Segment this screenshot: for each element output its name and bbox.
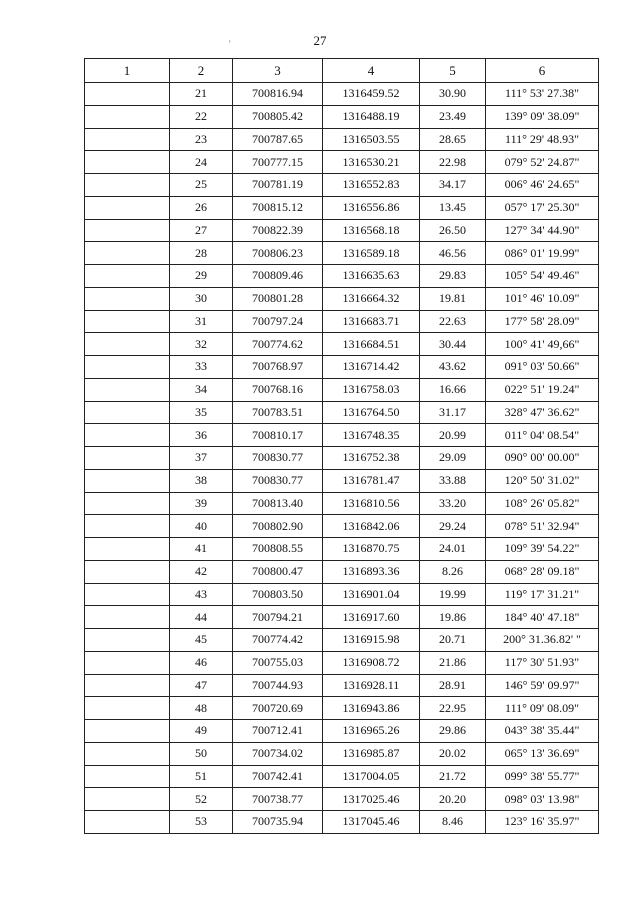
- table-row: [85, 697, 599, 720]
- x-coordinate-cell: 700768.97: [233, 356, 323, 379]
- column-header-3: 3: [233, 59, 323, 83]
- distance-cell: 31.17: [420, 401, 486, 424]
- x-coordinate-cell: 700810.17: [233, 424, 323, 447]
- section-cell: [85, 742, 170, 765]
- bearing-cell: 105° 54' 49.46": [486, 265, 599, 288]
- distance-cell: 19.81: [420, 287, 486, 310]
- y-coordinate-cell: 1316589.18: [323, 242, 420, 265]
- bearing-cell: 100° 41' 49,66": [486, 333, 599, 356]
- point-number-cell: 52: [170, 788, 233, 811]
- distance-cell: 24.01: [420, 538, 486, 561]
- distance-cell: 8.26: [420, 560, 486, 583]
- bearing-cell: 079° 52' 24.87": [486, 151, 599, 174]
- y-coordinate-cell: 1316530.21: [323, 151, 420, 174]
- bearing-cell: 090° 00' 00.00": [486, 447, 599, 470]
- bearing-cell: 065° 13' 36.69": [486, 742, 599, 765]
- point-number-cell: 36: [170, 424, 233, 447]
- distance-cell: 22.63: [420, 310, 486, 333]
- table-row: [85, 174, 599, 197]
- section-cell: [85, 378, 170, 401]
- distance-cell: 34.17: [420, 174, 486, 197]
- section-cell: [85, 492, 170, 515]
- table-row: [85, 424, 599, 447]
- table-row: [85, 447, 599, 470]
- y-coordinate-cell: 1316965.26: [323, 720, 420, 743]
- distance-cell: 22.98: [420, 151, 486, 174]
- point-number-cell: 44: [170, 606, 233, 629]
- section-cell: [85, 424, 170, 447]
- distance-cell: 19.99: [420, 583, 486, 606]
- table-row: [85, 356, 599, 379]
- distance-cell: 28.65: [420, 128, 486, 151]
- table-row: [85, 333, 599, 356]
- section-cell: [85, 811, 170, 834]
- point-number-cell: 37: [170, 447, 233, 470]
- table-row: [85, 105, 599, 128]
- y-coordinate-cell: 1316568.18: [323, 219, 420, 242]
- section-cell: [85, 105, 170, 128]
- bearing-cell: 108° 26' 05.82": [486, 492, 599, 515]
- page-number: 27: [313, 33, 327, 48]
- table-row: [85, 401, 599, 424]
- x-coordinate-cell: 700742.41: [233, 765, 323, 788]
- y-coordinate-cell: 1316870.75: [323, 538, 420, 561]
- bearing-cell: 091° 03' 50.66": [486, 356, 599, 379]
- x-coordinate-cell: 700816.94: [233, 83, 323, 106]
- x-coordinate-cell: 700808.55: [233, 538, 323, 561]
- y-coordinate-cell: 1316908.72: [323, 651, 420, 674]
- y-coordinate-cell: 1316810.56: [323, 492, 420, 515]
- table-row: [85, 560, 599, 583]
- point-number-cell: 28: [170, 242, 233, 265]
- header-row: [85, 59, 599, 83]
- point-number-cell: 31: [170, 310, 233, 333]
- stray-mark: ': [229, 39, 231, 49]
- table-row: [85, 83, 599, 106]
- bearing-cell: 117° 30' 51.93": [486, 651, 599, 674]
- bearing-cell: 078° 51' 32.94": [486, 515, 599, 538]
- y-coordinate-cell: 1316842.06: [323, 515, 420, 538]
- section-cell: [85, 697, 170, 720]
- x-coordinate-cell: 700783.51: [233, 401, 323, 424]
- x-coordinate-cell: 700774.42: [233, 629, 323, 652]
- section-cell: [85, 629, 170, 652]
- point-number-cell: 33: [170, 356, 233, 379]
- distance-cell: 33.20: [420, 492, 486, 515]
- x-coordinate-cell: 700803.50: [233, 583, 323, 606]
- bearing-cell: 200° 31.36.82' ": [486, 629, 599, 652]
- bearing-cell: 146° 59' 09.97": [486, 674, 599, 697]
- x-coordinate-cell: 700801.28: [233, 287, 323, 310]
- x-coordinate-cell: 700830.77: [233, 447, 323, 470]
- table-row: [85, 310, 599, 333]
- y-coordinate-cell: 1316552.83: [323, 174, 420, 197]
- section-cell: [85, 788, 170, 811]
- bearing-cell: 101° 46' 10.09": [486, 287, 599, 310]
- section-cell: [85, 83, 170, 106]
- point-number-cell: 26: [170, 196, 233, 219]
- distance-cell: 20.99: [420, 424, 486, 447]
- table-row: [85, 469, 599, 492]
- point-number-cell: 29: [170, 265, 233, 288]
- section-cell: [85, 401, 170, 424]
- y-coordinate-cell: 1316917.60: [323, 606, 420, 629]
- y-coordinate-cell: 1317004.05: [323, 765, 420, 788]
- y-coordinate-cell: 1316901.04: [323, 583, 420, 606]
- section-cell: [85, 310, 170, 333]
- point-number-cell: 41: [170, 538, 233, 561]
- section-cell: [85, 583, 170, 606]
- y-coordinate-cell: 1316928.11: [323, 674, 420, 697]
- section-cell: [85, 765, 170, 788]
- y-coordinate-cell: 1317045.46: [323, 811, 420, 834]
- section-cell: [85, 651, 170, 674]
- point-number-cell: 53: [170, 811, 233, 834]
- point-number-cell: 22: [170, 105, 233, 128]
- bearing-cell: 123° 16' 35.97": [486, 811, 599, 834]
- section-cell: [85, 674, 170, 697]
- column-header-2: 2: [170, 59, 233, 83]
- table-row: [85, 378, 599, 401]
- y-coordinate-cell: 1316714.42: [323, 356, 420, 379]
- point-number-cell: 40: [170, 515, 233, 538]
- distance-cell: 8.46: [420, 811, 486, 834]
- table-row: [85, 811, 599, 834]
- table-row: [85, 128, 599, 151]
- section-cell: [85, 560, 170, 583]
- point-number-cell: 51: [170, 765, 233, 788]
- y-coordinate-cell: 1316893.36: [323, 560, 420, 583]
- point-number-cell: 42: [170, 560, 233, 583]
- table-row: [85, 538, 599, 561]
- point-number-cell: 45: [170, 629, 233, 652]
- point-number-cell: 47: [170, 674, 233, 697]
- distance-cell: 20.20: [420, 788, 486, 811]
- table-row: [85, 651, 599, 674]
- column-header-4: 4: [323, 59, 420, 83]
- y-coordinate-cell: 1316781.47: [323, 469, 420, 492]
- x-coordinate-cell: 700813.40: [233, 492, 323, 515]
- point-number-cell: 21: [170, 83, 233, 106]
- y-coordinate-cell: 1316915.98: [323, 629, 420, 652]
- distance-cell: 46.56: [420, 242, 486, 265]
- table-row: [85, 742, 599, 765]
- distance-cell: 28.91: [420, 674, 486, 697]
- bearing-cell: 068° 28' 09.18": [486, 560, 599, 583]
- distance-cell: 16.66: [420, 378, 486, 401]
- distance-cell: 43.62: [420, 356, 486, 379]
- bearing-cell: 011° 04' 08.54": [486, 424, 599, 447]
- x-coordinate-cell: 700734.02: [233, 742, 323, 765]
- distance-cell: 22.95: [420, 697, 486, 720]
- bearing-cell: 022° 51' 19.24": [486, 378, 599, 401]
- y-coordinate-cell: 1316556.86: [323, 196, 420, 219]
- bearing-cell: 109° 39' 54.22": [486, 538, 599, 561]
- x-coordinate-cell: 700738.77: [233, 788, 323, 811]
- point-number-cell: 24: [170, 151, 233, 174]
- table-row: [85, 151, 599, 174]
- table-row: [85, 196, 599, 219]
- section-cell: [85, 128, 170, 151]
- distance-cell: 29.24: [420, 515, 486, 538]
- distance-cell: 19.86: [420, 606, 486, 629]
- section-cell: [85, 356, 170, 379]
- x-coordinate-cell: 700800.47: [233, 560, 323, 583]
- x-coordinate-cell: 700735.94: [233, 811, 323, 834]
- section-cell: [85, 287, 170, 310]
- table-row: [85, 583, 599, 606]
- bearing-cell: 120° 50' 31.02": [486, 469, 599, 492]
- section-cell: [85, 242, 170, 265]
- y-coordinate-cell: 1316664.32: [323, 287, 420, 310]
- distance-cell: 29.86: [420, 720, 486, 743]
- bearing-cell: 111° 53' 27.38": [486, 83, 599, 106]
- point-number-cell: 25: [170, 174, 233, 197]
- bearing-cell: 119° 17' 31.21": [486, 583, 599, 606]
- x-coordinate-cell: 700822.39: [233, 219, 323, 242]
- x-coordinate-cell: 700805.42: [233, 105, 323, 128]
- point-number-cell: 49: [170, 720, 233, 743]
- y-coordinate-cell: 1316943.86: [323, 697, 420, 720]
- point-number-cell: 38: [170, 469, 233, 492]
- table-row: [85, 629, 599, 652]
- coordinates-table: [84, 58, 599, 834]
- point-number-cell: 39: [170, 492, 233, 515]
- distance-cell: 13.45: [420, 196, 486, 219]
- y-coordinate-cell: 1316683.71: [323, 310, 420, 333]
- section-cell: [85, 720, 170, 743]
- bearing-cell: 127° 34' 44.90": [486, 219, 599, 242]
- table-row: [85, 788, 599, 811]
- table-row: [85, 265, 599, 288]
- y-coordinate-cell: 1316459.52: [323, 83, 420, 106]
- bearing-cell: 098° 03' 13.98": [486, 788, 599, 811]
- bearing-cell: 111° 29' 48.93": [486, 128, 599, 151]
- distance-cell: 30.90: [420, 83, 486, 106]
- distance-cell: 21.86: [420, 651, 486, 674]
- x-coordinate-cell: 700781.19: [233, 174, 323, 197]
- y-coordinate-cell: 1316684.51: [323, 333, 420, 356]
- x-coordinate-cell: 700755.03: [233, 651, 323, 674]
- column-header-1: 1: [85, 59, 170, 83]
- table-row: [85, 765, 599, 788]
- bearing-cell: 328° 47' 36.62": [486, 401, 599, 424]
- bearing-cell: 099° 38' 55.77": [486, 765, 599, 788]
- x-coordinate-cell: 700720.69: [233, 697, 323, 720]
- bearing-cell: 177° 58' 28.09": [486, 310, 599, 333]
- bearing-cell: 006° 46' 24.65": [486, 174, 599, 197]
- x-coordinate-cell: 700768.16: [233, 378, 323, 401]
- x-coordinate-cell: 700802.90: [233, 515, 323, 538]
- y-coordinate-cell: 1316752.38: [323, 447, 420, 470]
- y-coordinate-cell: 1316488.19: [323, 105, 420, 128]
- point-number-cell: 30: [170, 287, 233, 310]
- distance-cell: 29.83: [420, 265, 486, 288]
- section-cell: [85, 469, 170, 492]
- x-coordinate-cell: 700777.15: [233, 151, 323, 174]
- distance-cell: 21.72: [420, 765, 486, 788]
- table-row: [85, 219, 599, 242]
- x-coordinate-cell: 700830.77: [233, 469, 323, 492]
- distance-cell: 26.50: [420, 219, 486, 242]
- section-cell: [85, 538, 170, 561]
- table-row: [85, 287, 599, 310]
- bearing-cell: 057° 17' 25.30": [486, 196, 599, 219]
- point-number-cell: 46: [170, 651, 233, 674]
- distance-cell: 23.49: [420, 105, 486, 128]
- section-cell: [85, 219, 170, 242]
- x-coordinate-cell: 700774.62: [233, 333, 323, 356]
- y-coordinate-cell: 1316748.35: [323, 424, 420, 447]
- bearing-cell: 086° 01' 19.99": [486, 242, 599, 265]
- section-cell: [85, 515, 170, 538]
- point-number-cell: 34: [170, 378, 233, 401]
- point-number-cell: 35: [170, 401, 233, 424]
- table-row: [85, 674, 599, 697]
- x-coordinate-cell: 700797.24: [233, 310, 323, 333]
- table-row: [85, 242, 599, 265]
- distance-cell: 30.44: [420, 333, 486, 356]
- point-number-cell: 23: [170, 128, 233, 151]
- y-coordinate-cell: 1316635.63: [323, 265, 420, 288]
- section-cell: [85, 447, 170, 470]
- point-number-cell: 50: [170, 742, 233, 765]
- x-coordinate-cell: 700712.41: [233, 720, 323, 743]
- bearing-cell: 043° 38' 35.44": [486, 720, 599, 743]
- bearing-cell: 184° 40' 47.18": [486, 606, 599, 629]
- y-coordinate-cell: 1316985.87: [323, 742, 420, 765]
- x-coordinate-cell: 700744.93: [233, 674, 323, 697]
- distance-cell: 29.09: [420, 447, 486, 470]
- section-cell: [85, 174, 170, 197]
- table-row: [85, 720, 599, 743]
- table-body: [85, 83, 599, 834]
- section-cell: [85, 265, 170, 288]
- table-row: [85, 492, 599, 515]
- table-row: [85, 606, 599, 629]
- x-coordinate-cell: 700815.12: [233, 196, 323, 219]
- table-row: [85, 515, 599, 538]
- column-header-6: 6: [486, 59, 599, 83]
- distance-cell: 20.02: [420, 742, 486, 765]
- section-cell: [85, 333, 170, 356]
- y-coordinate-cell: 1317025.46: [323, 788, 420, 811]
- x-coordinate-cell: 700787.65: [233, 128, 323, 151]
- x-coordinate-cell: 700794.21: [233, 606, 323, 629]
- bearing-cell: 139° 09' 38.09": [486, 105, 599, 128]
- point-number-cell: 48: [170, 697, 233, 720]
- point-number-cell: 27: [170, 219, 233, 242]
- point-number-cell: 43: [170, 583, 233, 606]
- x-coordinate-cell: 700809.46: [233, 265, 323, 288]
- distance-cell: 20.71: [420, 629, 486, 652]
- section-cell: [85, 606, 170, 629]
- distance-cell: 33.88: [420, 469, 486, 492]
- y-coordinate-cell: 1316758.03: [323, 378, 420, 401]
- y-coordinate-cell: 1316503.55: [323, 128, 420, 151]
- y-coordinate-cell: 1316764.50: [323, 401, 420, 424]
- section-cell: [85, 151, 170, 174]
- bearing-cell: 111° 09' 08.09": [486, 697, 599, 720]
- x-coordinate-cell: 700806.23: [233, 242, 323, 265]
- section-cell: [85, 196, 170, 219]
- point-number-cell: 32: [170, 333, 233, 356]
- column-header-5: 5: [420, 59, 486, 83]
